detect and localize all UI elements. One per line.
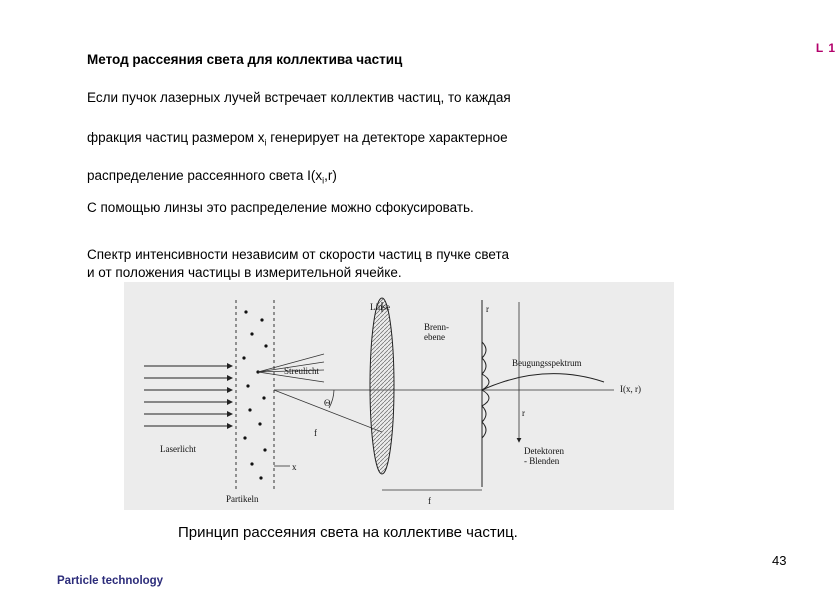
diagram-background — [124, 282, 674, 510]
text-line-3: распределение рассеянного света $I(x_i,r)$ — [87, 168, 337, 186]
label-linse: Linse — [370, 302, 390, 312]
text-line-5: Спектр интенсивности независим от скорости частиц в пучке света — [87, 247, 510, 262]
page-number: 43 — [772, 553, 787, 568]
label-partikeln: Partikeln — [226, 494, 259, 504]
slide-label: L 1 — [815, 41, 836, 55]
label-detektoren-1: Detektoren — [524, 446, 564, 456]
figure-caption: Принцип рассеяния света на коллективе частиц. — [178, 524, 518, 541]
label-intensity: I(x, r) — [620, 384, 641, 394]
lens — [370, 298, 394, 474]
label-laserlicht: Laserlicht — [160, 444, 196, 454]
slide-title: Метод рассеяния света для коллектива частиц — [87, 52, 403, 67]
label-detektoren-2: - Blenden — [524, 456, 560, 466]
label-f-left: f — [314, 428, 317, 438]
label-theta: Θ — [324, 398, 331, 408]
label-streulicht: Streulicht — [284, 366, 319, 376]
label-brennebene-2: ebene — [424, 332, 445, 342]
text-line-6: и от положения частицы в измерительной ячейке. — [87, 265, 402, 280]
label-r-top: r — [486, 304, 489, 314]
light-scattering-diagram — [124, 282, 674, 510]
label-r-mid: r — [522, 408, 525, 418]
text-line-2: фракция частиц размером $x_i$ генерирует на детекторе характерное — [87, 130, 508, 148]
text-line-4: С помощью линзы это распределение можно сфокусировать. — [87, 200, 474, 215]
label-x: x — [292, 462, 297, 472]
footer-brand: Particle technology — [57, 575, 164, 587]
label-brennebene-1: Brenn- — [424, 322, 449, 332]
text-line-1: Если пучок лазерных лучей встречает коллектив частиц, то каждая — [87, 90, 511, 105]
label-beugungsspektrum: Beugungsspektrum — [512, 358, 582, 368]
label-f-bottom: f — [428, 496, 431, 506]
